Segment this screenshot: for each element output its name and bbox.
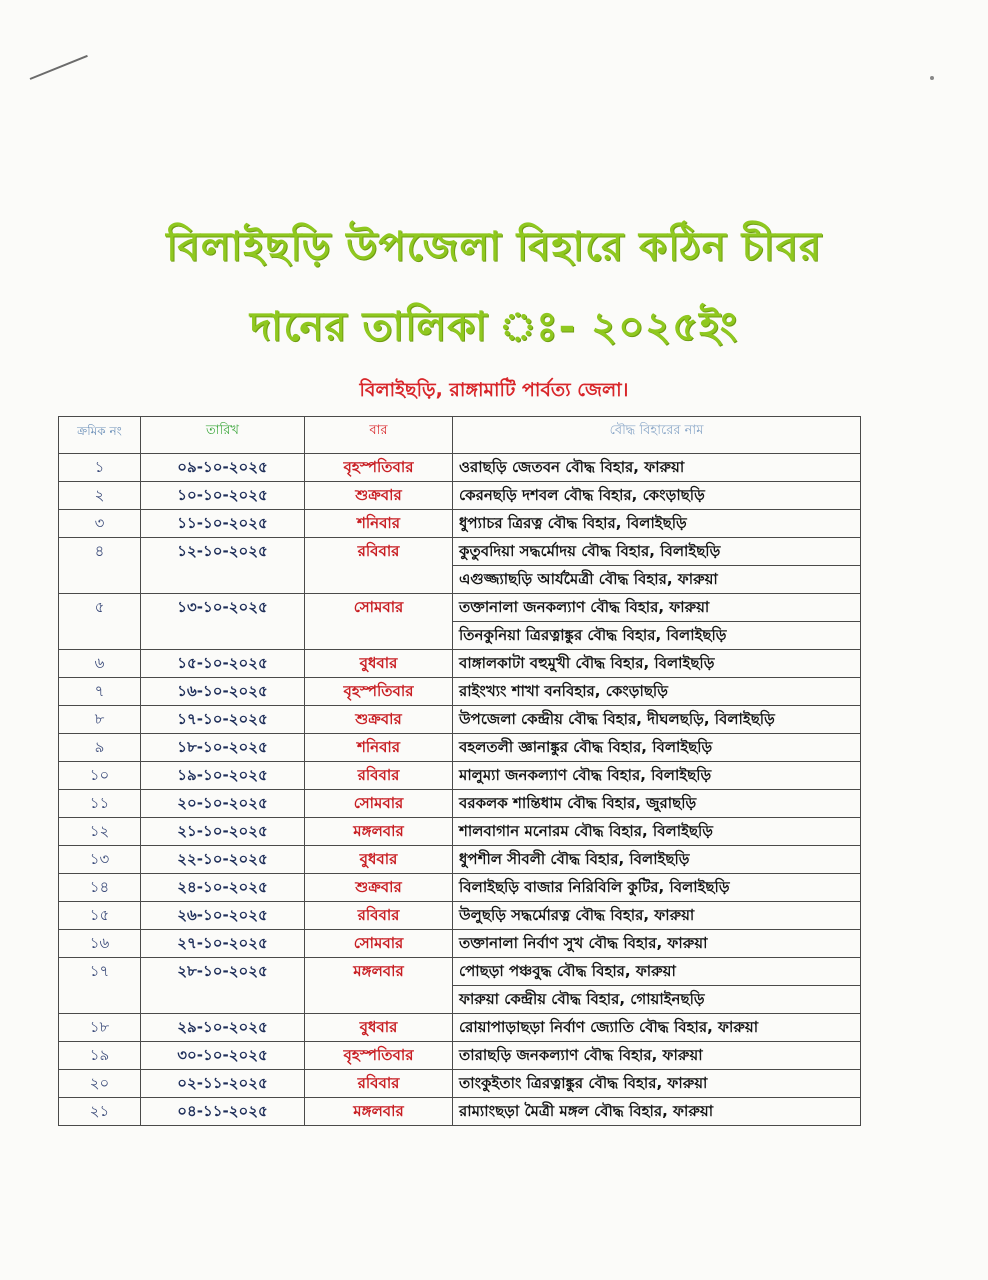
- table-row: [59, 762, 861, 790]
- date-cell: ২১-১০-২০২৫: [141, 818, 305, 846]
- date-cell: ২২-১০-২০২৫: [141, 846, 305, 874]
- vihara-name-cell: রোয়াপাড়াছড়া নির্বাণ জ্যোতি বৌদ্ধ বিহার, ফারুয়া: [453, 1014, 861, 1042]
- serial-cell: ৮: [59, 706, 141, 734]
- vihara-name-cell: তিনকুনিয়া ত্রিরত্নাঙ্কুর বৌদ্ধ বিহার, বিলাইছড়ি: [453, 622, 861, 650]
- vihara-name-cell: ওরাছড়ি জেতবন বৌদ্ধ বিহার, ফারুয়া: [453, 454, 861, 482]
- table-row: [59, 1070, 861, 1098]
- day-cell: সোমবার: [305, 930, 453, 958]
- table-header-row: [59, 417, 861, 454]
- date-cell: ২০-১০-২০২৫: [141, 790, 305, 818]
- serial-cell: ৬: [59, 650, 141, 678]
- chibar-schedule-table: [58, 416, 861, 1126]
- date-cell: ২৮-১০-২০২৫: [141, 958, 305, 1014]
- date-cell: ২৭-১০-২০২৫: [141, 930, 305, 958]
- vihara-name-cell: রাম্যাংছড়া মৈত্রী মঙ্গল বৌদ্ধ বিহার, ফারুয়া: [453, 1098, 861, 1126]
- table-row: [59, 930, 861, 958]
- date-cell: ১৬-১০-২০২৫: [141, 678, 305, 706]
- day-cell: শুক্রবার: [305, 706, 453, 734]
- serial-cell: ৭: [59, 678, 141, 706]
- ink-dot-mark: [930, 76, 934, 80]
- pen-stroke-mark: [30, 55, 88, 80]
- table-row: [59, 1098, 861, 1126]
- document-title-line-1: বিলাইছড়ি উপজেলা বিহারে কঠিন চীবর: [166, 224, 822, 270]
- day-cell: সোমবার: [305, 594, 453, 650]
- day-cell: বুধবার: [305, 1014, 453, 1042]
- serial-cell: ১৬: [59, 930, 141, 958]
- date-cell: ১৩-১০-২০২৫: [141, 594, 305, 650]
- table-row: [59, 482, 861, 510]
- vihara-name-cell: পোছড়া পঞ্চবুদ্ধ বৌদ্ধ বিহার, ফারুয়া: [453, 958, 861, 986]
- serial-cell: ৩: [59, 510, 141, 538]
- vihara-name-cell: মালুম্যা জনকল্যাণ বৌদ্ধ বিহার, বিলাইছড়ি: [453, 762, 861, 790]
- table-row: [59, 790, 861, 818]
- date-cell: ৩০-১০-২০২৫: [141, 1042, 305, 1070]
- serial-cell: ১: [59, 454, 141, 482]
- day-cell: রবিবার: [305, 1070, 453, 1098]
- date-cell: ১৫-১০-২০২৫: [141, 650, 305, 678]
- day-cell: শুক্রবার: [305, 874, 453, 902]
- serial-cell: ২০: [59, 1070, 141, 1098]
- vihara-name-cell: বরকলক শান্তিধাম বৌদ্ধ বিহার, জুরাছড়ি: [453, 790, 861, 818]
- date-cell: ১৭-১০-২০২৫: [141, 706, 305, 734]
- day-cell: রবিবার: [305, 902, 453, 930]
- serial-cell: ১৪: [59, 874, 141, 902]
- day-cell: বুধবার: [305, 650, 453, 678]
- day-cell: শনিবার: [305, 734, 453, 762]
- table-row: [59, 1042, 861, 1070]
- vihara-name-cell: বাঙ্গালকাটা বহুমুখী বৌদ্ধ বিহার, বিলাইছড়ি: [453, 650, 861, 678]
- table-row: [59, 650, 861, 678]
- serial-cell: ১৩: [59, 846, 141, 874]
- serial-cell: ১৮: [59, 1014, 141, 1042]
- table-row: [59, 706, 861, 734]
- header-day: বার: [305, 417, 453, 454]
- vihara-name-cell: ধুপশীল সীবলী বৌদ্ধ বিহার, বিলাইছড়ি: [453, 846, 861, 874]
- table-row: [59, 902, 861, 930]
- table-row: [59, 846, 861, 874]
- vihara-name-cell: উপজেলা কেন্দ্রীয় বৌদ্ধ বিহার, দীঘলছড়ি, বিলাইছড়ি: [453, 706, 861, 734]
- date-cell: ২৯-১০-২০২৫: [141, 1014, 305, 1042]
- day-cell: রবিবার: [305, 538, 453, 594]
- table-row: [59, 594, 861, 622]
- day-cell: মঙ্গলবার: [305, 818, 453, 846]
- vihara-name-cell: কেরনছড়ি দশবল বৌদ্ধ বিহার, কেংড়াছড়ি: [453, 482, 861, 510]
- serial-cell: ১৫: [59, 902, 141, 930]
- table-row: [59, 454, 861, 482]
- document-title-line-2: দানের তালিকা ঃ- ২০২৫ইং: [249, 304, 739, 350]
- day-cell: বৃহস্পতিবার: [305, 678, 453, 706]
- day-cell: বৃহস্পতিবার: [305, 454, 453, 482]
- table-row: [59, 958, 861, 986]
- table-row: [59, 678, 861, 706]
- date-cell: ১১-১০-২০২৫: [141, 510, 305, 538]
- date-cell: ১০-১০-২০২৫: [141, 482, 305, 510]
- vihara-name-cell: ফারুয়া কেন্দ্রীয় বৌদ্ধ বিহার, গোয়াইনছড়ি: [453, 986, 861, 1014]
- vihara-name-cell: তাংকুইতাং ত্রিরত্নাঙ্কুর বৌদ্ধ বিহার, ফারুয়া: [453, 1070, 861, 1098]
- serial-cell: ৪: [59, 538, 141, 594]
- date-cell: ১২-১০-২০২৫: [141, 538, 305, 594]
- vihara-name-cell: রাইংখ্যং শাখা বনবিহার, কেংড়াছড়ি: [453, 678, 861, 706]
- date-cell: ১৮-১০-২০২৫: [141, 734, 305, 762]
- day-cell: মঙ্গলবার: [305, 1098, 453, 1126]
- serial-cell: ১৭: [59, 958, 141, 1014]
- table-row: [59, 874, 861, 902]
- vihara-name-cell: এগুজ্জ্যাছড়ি আর্যমৈত্রী বৌদ্ধ বিহার, ফারুয়া: [453, 566, 861, 594]
- serial-cell: ৫: [59, 594, 141, 650]
- date-cell: ২৪-১০-২০২৫: [141, 874, 305, 902]
- serial-cell: ২১: [59, 1098, 141, 1126]
- serial-cell: ১২: [59, 818, 141, 846]
- day-cell: বুধবার: [305, 846, 453, 874]
- vihara-name-cell: তক্তানালা নির্বাণ সুখ বৌদ্ধ বিহার, ফারুয়া: [453, 930, 861, 958]
- vihara-name-cell: তক্তানালা জনকল্যাণ বৌদ্ধ বিহার, ফারুয়া: [453, 594, 861, 622]
- table-row: [59, 538, 861, 566]
- vihara-name-cell: বহলতলী জ্ঞানাঙ্কুর বৌদ্ধ বিহার, বিলাইছড়ি: [453, 734, 861, 762]
- day-cell: রবিবার: [305, 762, 453, 790]
- serial-cell: ১১: [59, 790, 141, 818]
- serial-cell: ১০: [59, 762, 141, 790]
- day-cell: মঙ্গলবার: [305, 958, 453, 1014]
- serial-cell: ৯: [59, 734, 141, 762]
- header-date: তারিখ: [141, 417, 305, 454]
- vihara-name-cell: ধুপ্যাচর ত্রিরত্ন বৌদ্ধ বিহার, বিলাইছড়ি: [453, 510, 861, 538]
- day-cell: শুক্রবার: [305, 482, 453, 510]
- table-row: [59, 818, 861, 846]
- table-row: [59, 734, 861, 762]
- date-cell: ০৪-১১-২০২৫: [141, 1098, 305, 1126]
- date-cell: ১৯-১০-২০২৫: [141, 762, 305, 790]
- table-row: [59, 510, 861, 538]
- date-cell: ০২-১১-২০২৫: [141, 1070, 305, 1098]
- serial-cell: ২: [59, 482, 141, 510]
- day-cell: শনিবার: [305, 510, 453, 538]
- header-vihara-name: বৌদ্ধ বিহারের নাম: [453, 417, 861, 454]
- date-cell: ০৯-১০-২০২৫: [141, 454, 305, 482]
- vihara-name-cell: তারাছড়ি জনকল্যাণ বৌদ্ধ বিহার, ফারুয়া: [453, 1042, 861, 1070]
- vihara-name-cell: উলুছড়ি সদ্ধর্মোরত্ন বৌদ্ধ বিহার, ফারুয়া: [453, 902, 861, 930]
- day-cell: বৃহস্পতিবার: [305, 1042, 453, 1070]
- day-cell: সোমবার: [305, 790, 453, 818]
- vihara-name-cell: বিলাইছড়ি বাজার নিরিবিলি কুটির, বিলাইছড়ি: [453, 874, 861, 902]
- vihara-name-cell: কুতুবদিয়া সদ্ধর্মোদয় বৌদ্ধ বিহার, বিলাইছড়ি: [453, 538, 861, 566]
- table-row: [59, 1014, 861, 1042]
- date-cell: ২৬-১০-২০২৫: [141, 902, 305, 930]
- document-subtitle-location: বিলাইছড়ি, রাঙ্গামাটি পার্বত্য জেলা।: [359, 379, 629, 401]
- serial-cell: ১৯: [59, 1042, 141, 1070]
- table-body: [59, 454, 861, 1126]
- vihara-name-cell: শালবাগান মনোরম বৌদ্ধ বিহার, বিলাইছড়ি: [453, 818, 861, 846]
- header-serial: ক্রমিক নং: [59, 417, 141, 454]
